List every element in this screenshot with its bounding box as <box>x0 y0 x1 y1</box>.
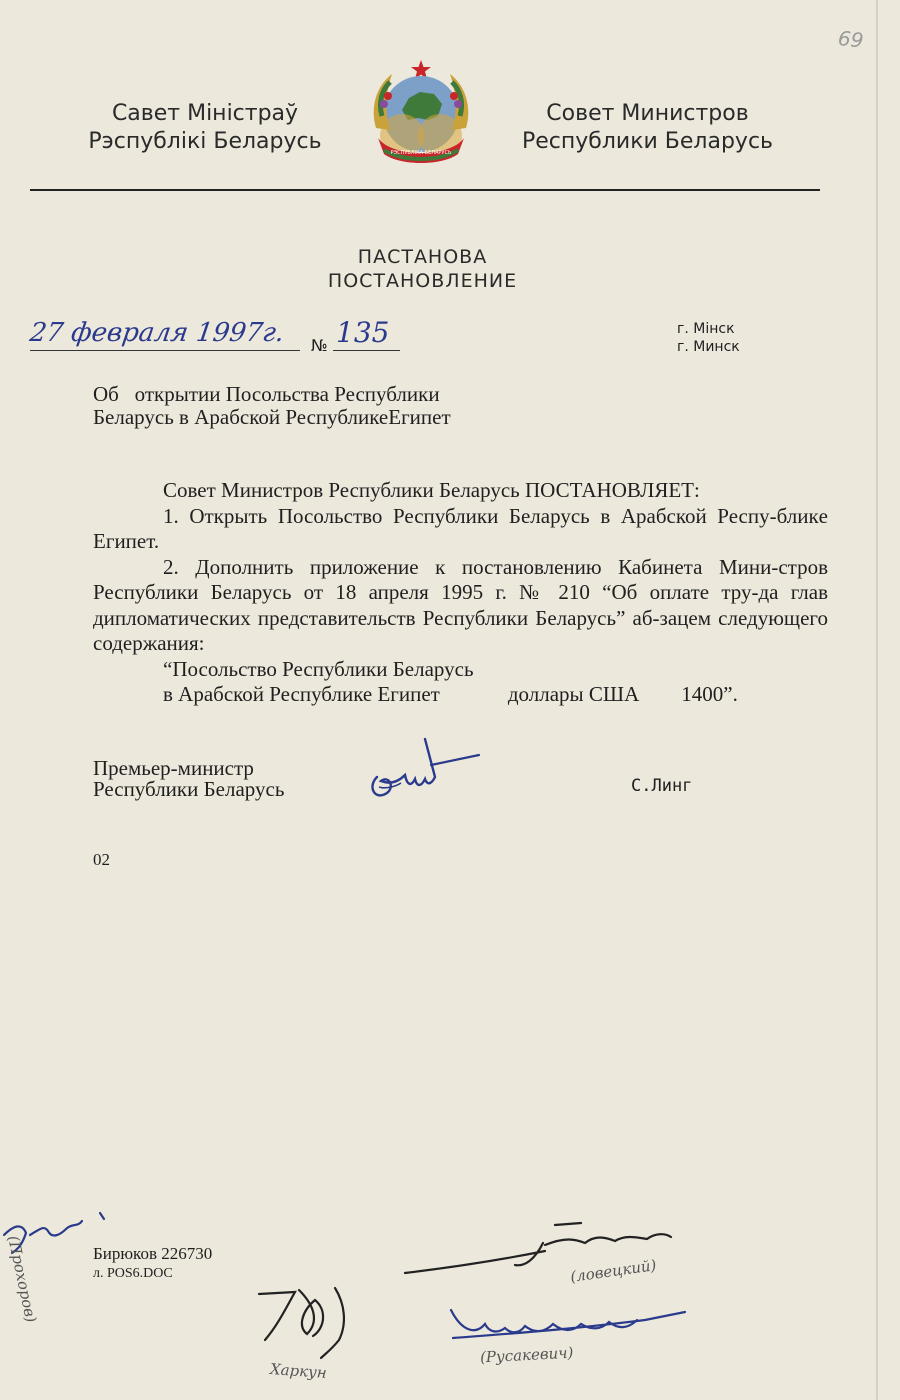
page-edge <box>876 0 878 1400</box>
number-underline <box>333 350 400 351</box>
subject-line2: Беларусь в Арабской РеспубликеЕгипет <box>93 405 451 429</box>
executor-file: л. POS6.DOC <box>93 1266 173 1281</box>
document-subject <box>93 383 553 429</box>
doc-type-russian: ПОСТАНОВЛЕНИЕ <box>327 270 518 292</box>
header-ru-line2: Республики Беларусь <box>521 129 774 154</box>
approval-signature-bottom-left <box>255 1270 375 1360</box>
number-label: № <box>311 336 328 355</box>
quote-block <box>93 657 828 708</box>
quote-currency: доллары США <box>507 682 640 706</box>
header-belarusian <box>60 100 350 156</box>
body-item-2: 2. Дополнить приложение к постановлению Кабинета Мини-стров Республики Беларусь от 18 апреля 1995 г. № 210 “Об оплате тру-да глав дипломатических представительств Республики Беларусь” аб-зацем следующего содержания: <box>93 554 828 655</box>
executor-line1: Бирюков 226730 <box>93 1244 213 1263</box>
city-belarusian: г. Мінск <box>677 321 735 337</box>
note-bottom-left: Харкун <box>269 1360 328 1382</box>
note-bottom-right: (Русакевич) <box>479 1343 574 1367</box>
body-intro: Совет Министров Республики Беларусь ПОСТАНОВЛЯЕТ: <box>163 478 700 502</box>
belarus-state-emblem-icon <box>362 58 480 170</box>
city-russian: г. Минск <box>677 339 740 355</box>
quote-line-2 <box>93 682 828 708</box>
note-right-top: (ловецкий) <box>569 1256 658 1286</box>
handwritten-number: 135 <box>336 316 390 349</box>
archive-page-number: 69 <box>836 25 865 53</box>
signatory-title <box>93 758 353 800</box>
prime-minister-signature <box>365 735 485 805</box>
body-item-1: 1. Открыть Посольство Республики Беларусь в Арабской Респу-бликe Египет. <box>93 503 828 553</box>
handwritten-date: 27 февраля 1997г. <box>27 318 287 348</box>
header-ru-line1: Совет Министров <box>546 101 749 126</box>
quote-line-2-text: в Арабской Республике Египет <box>163 682 440 706</box>
document-body <box>93 478 828 708</box>
emblem-ribbon-text: РЭСПУБЛІКА БЕЛАРУСЬ <box>390 150 452 156</box>
date-underline <box>30 350 300 351</box>
quote-line-1: “Посольство Республики Беларусь <box>163 656 474 681</box>
document-code: 02 <box>93 850 110 869</box>
header-by-line2: Рэспублікі Беларусь <box>88 129 322 154</box>
note-left-vertical: (Прохоров) <box>4 1233 41 1325</box>
signatory-title-line2: Республики Беларусь <box>93 777 285 801</box>
quote-amount: 1400”. <box>681 682 738 706</box>
header-by-line1: Савет Міністраў <box>111 101 299 126</box>
header-divider <box>30 189 820 191</box>
doc-type-belarusian: ПАСТАНОВА <box>357 246 488 268</box>
signatory-name: С.Линг <box>631 776 693 796</box>
city-block <box>677 320 740 356</box>
approval-signature-bottom-right <box>445 1300 695 1350</box>
subject-line1: Об открытии Посольства Республики <box>93 382 440 406</box>
header-russian <box>505 100 790 156</box>
signatory-title-line1: Премьер-министр <box>93 756 254 780</box>
